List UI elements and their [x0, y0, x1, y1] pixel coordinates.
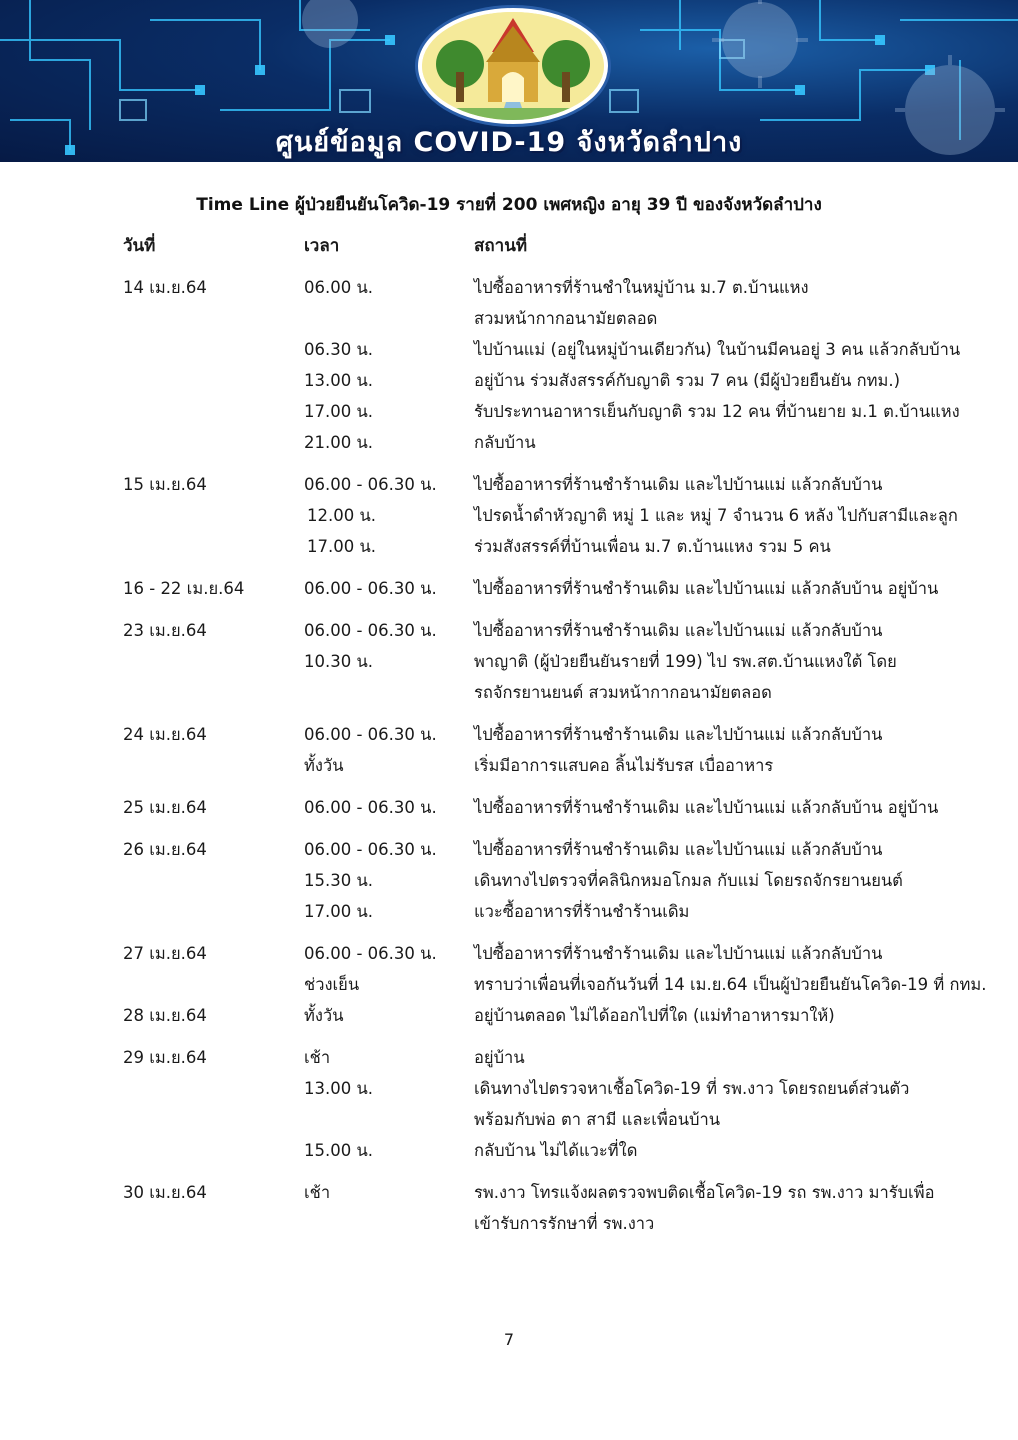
row-place: เข้ารับการรักษาที่ รพ.งาว: [474, 1214, 655, 1233]
timeline-row: [0, 427, 1018, 458]
row-place: ไปซื้ออาหารที่ร้านชำร้านเดิม และไปบ้านแม่ แล้วกลับบ้าน: [474, 944, 883, 963]
row-place: ไปซื้ออาหารที่ร้านชำในหมู่บ้าน ม.7 ต.บ้านแหง: [474, 278, 809, 297]
timeline-row: [0, 1000, 1018, 1031]
row-time: 17.00 น.: [307, 537, 377, 556]
row-date: 16 - 22 เม.ย.64: [123, 579, 245, 598]
row-place: สวมหน้ากากอนามัยตลอด: [474, 309, 658, 328]
page-number: 7: [503, 1330, 515, 1349]
row-place: ทราบว่าเพื่อนที่เจอกันวันที่ 14 เม.ย.64 เป็นผู้ป่วยยืนยันโควิด-19 ที่ กทม.: [474, 975, 987, 994]
row-date: 23 เม.ย.64: [123, 621, 207, 640]
row-time: เช้า: [304, 1048, 331, 1067]
row-place: รถจักรยานยนต์ สวมหน้ากากอนามัยตลอด: [474, 683, 772, 702]
column-header-time: เวลา: [304, 236, 340, 256]
row-time: 17.00 น.: [304, 902, 374, 921]
timeline-row: [0, 750, 1018, 781]
row-time: ทั้งวัน: [304, 1006, 344, 1025]
row-time: 06.00 - 06.30 น.: [304, 840, 437, 859]
row-time: 06.00 - 06.30 น.: [304, 944, 437, 963]
row-time: ทั้งวัน: [304, 756, 344, 775]
timeline-row: [0, 969, 1018, 1000]
row-time: 06.00 - 06.30 น.: [304, 579, 437, 598]
timeline-row: [0, 1042, 1018, 1073]
timeline-row: [0, 1104, 1018, 1135]
row-place: เดินทางไปตรวจหาเชื้อโควิด-19 ที่ รพ.งาว โดยรถยนต์ส่วนตัว: [474, 1079, 910, 1098]
timeline-row: [0, 272, 1018, 303]
row-place: กลับบ้าน: [474, 433, 536, 452]
timeline-row: [0, 865, 1018, 896]
timeline-row: [0, 677, 1018, 708]
row-time: 12.00 น.: [307, 506, 377, 525]
row-place: ไปซื้ออาหารที่ร้านชำร้านเดิม และไปบ้านแม่ แล้วกลับบ้าน: [474, 621, 883, 640]
row-time: 06.30 น.: [304, 340, 374, 359]
row-place: พร้อมกับพ่อ ตา สามี และเพื่อนบ้าน: [474, 1110, 721, 1129]
province-seal-logo: [418, 8, 608, 124]
row-place: กลับบ้าน ไม่ได้แวะที่ใด: [474, 1141, 638, 1160]
timeline-group: [0, 834, 1018, 927]
row-place: ไปซื้ออาหารที่ร้านชำร้านเดิม และไปบ้านแม่ แล้วกลับบ้าน: [474, 725, 883, 744]
row-place: อยู่บ้าน ร่วมสังสรรค์กับญาติ รวม 7 คน (มีผู้ป่วยยืนยัน กทม.): [474, 371, 901, 390]
timeline-row: [0, 896, 1018, 927]
timeline-row: [0, 834, 1018, 865]
timeline-row: [0, 500, 1018, 531]
timeline-row: [0, 1208, 1018, 1239]
row-time: 13.00 น.: [304, 371, 374, 390]
timeline-row: [0, 1135, 1018, 1166]
row-place: พาญาติ (ผู้ป่วยยืนยันรายที่ 199) ไป รพ.สต.บ้านแหงใต้ โดย: [474, 652, 897, 671]
banner-title: ศูนย์ข้อมูล COVID-19 จังหวัดลำปาง: [275, 127, 743, 158]
row-place: ไปซื้ออาหารที่ร้านชำร้านเดิม และไปบ้านแม่ แล้วกลับบ้าน: [474, 840, 883, 859]
row-place: แวะซื้ออาหารที่ร้านชำร้านเดิม: [474, 902, 690, 921]
timeline-group: [0, 1042, 1018, 1166]
row-time: 06.00 - 06.30 น.: [304, 475, 437, 494]
timeline-row: [0, 396, 1018, 427]
row-place: ไปบ้านแม่ (อยู่ในหมู่บ้านเดียวกัน) ในบ้านมีคนอยู่ 3 คน แล้วกลับบ้าน: [474, 340, 961, 359]
row-time: ช่วงเย็น: [304, 975, 360, 994]
row-time: 15.30 น.: [304, 871, 374, 890]
timeline-group: [0, 469, 1018, 562]
row-place: รพ.งาว โทรแจ้งผลตรวจพบติดเชื้อโควิด-19 รถ รพ.งาว มารับเพื่อ: [474, 1183, 935, 1202]
timeline-row: [0, 646, 1018, 677]
timeline-group: [0, 272, 1018, 458]
row-place: เดินทางไปตรวจที่คลินิกหมอโกมล กับแม่ โดยรถจักรยานยนต์: [474, 871, 903, 890]
row-date: 15 เม.ย.64: [123, 475, 207, 494]
row-date: 27 เม.ย.64: [123, 944, 207, 963]
timeline-group: [0, 719, 1018, 781]
column-header-date: วันที่: [123, 236, 156, 256]
timeline-row: [0, 792, 1018, 823]
timeline-group: [0, 1177, 1018, 1239]
timeline-row: [0, 573, 1018, 604]
row-place: ไปซื้ออาหารที่ร้านชำร้านเดิม และไปบ้านแม่ แล้วกลับบ้าน อยู่บ้าน: [474, 579, 939, 598]
timeline-row: [0, 1073, 1018, 1104]
document-title: Time Line ผู้ป่วยยืนยันโควิด-19 รายที่ 200 เพศหญิง อายุ 39 ปี ของจังหวัดลำปาง: [196, 195, 822, 215]
timeline-row: [0, 531, 1018, 562]
header-banner: [0, 0, 1018, 162]
row-place: ไปรดน้ำดำหัวญาติ หมู่ 1 และ หมู่ 7 จำนวน 6 หลัง ไปกับสามีและลูก: [474, 506, 958, 525]
timeline-row: [0, 334, 1018, 365]
row-date: 26 เม.ย.64: [123, 840, 207, 859]
row-place: ร่วมสังสรรค์ที่บ้านเพื่อน ม.7 ต.บ้านแหง รวม 5 คน: [474, 537, 831, 556]
timeline-row: [0, 469, 1018, 500]
timeline-row: [0, 938, 1018, 969]
row-date: 30 เม.ย.64: [123, 1183, 207, 1202]
row-place: อยู่บ้าน: [474, 1048, 525, 1067]
timeline-table: [0, 272, 1018, 1250]
timeline-row: [0, 365, 1018, 396]
timeline-group: [0, 938, 1018, 1031]
row-time: 06.00 น.: [304, 278, 374, 297]
row-date: 29 เม.ย.64: [123, 1048, 207, 1067]
row-date: 14 เม.ย.64: [123, 278, 207, 297]
timeline-row: [0, 615, 1018, 646]
timeline-row: [0, 1177, 1018, 1208]
row-place: ไปซื้ออาหารที่ร้านชำร้านเดิม และไปบ้านแม่ แล้วกลับบ้าน อยู่บ้าน: [474, 798, 939, 817]
row-time: 13.00 น.: [304, 1079, 374, 1098]
row-time: 15.00 น.: [304, 1141, 374, 1160]
column-header-place: สถานที่: [474, 236, 528, 256]
row-place: ไปซื้ออาหารที่ร้านชำร้านเดิม และไปบ้านแม่ แล้วกลับบ้าน: [474, 475, 883, 494]
row-time: 21.00 น.: [304, 433, 374, 452]
temple-gate-icon: [422, 12, 604, 120]
row-time: 06.00 - 06.30 น.: [304, 798, 437, 817]
row-place: เริ่มมีอาการแสบคอ ลิ้นไม่รับรส เบื่ออาหาร: [474, 756, 774, 775]
row-time: เช้า: [304, 1183, 331, 1202]
timeline-row: [0, 303, 1018, 334]
row-time: 06.00 - 06.30 น.: [304, 725, 437, 744]
row-date: 24 เม.ย.64: [123, 725, 207, 744]
row-place: รับประทานอาหารเย็นกับญาติ รวม 12 คน ที่บ้านยาย ม.1 ต.บ้านแหง: [474, 402, 960, 421]
row-time: 06.00 - 06.30 น.: [304, 621, 437, 640]
row-place: อยู่บ้านตลอด ไม่ได้ออกไปที่ใด (แม่ทำอาหารมาให้): [474, 1006, 835, 1025]
row-time: 10.30 น.: [304, 652, 374, 671]
timeline-group: [0, 792, 1018, 823]
row-date: 28 เม.ย.64: [123, 1006, 207, 1025]
timeline-row: [0, 719, 1018, 750]
row-time: 17.00 น.: [304, 402, 374, 421]
timeline-group: [0, 615, 1018, 708]
timeline-group: [0, 573, 1018, 604]
row-date: 25 เม.ย.64: [123, 798, 207, 817]
